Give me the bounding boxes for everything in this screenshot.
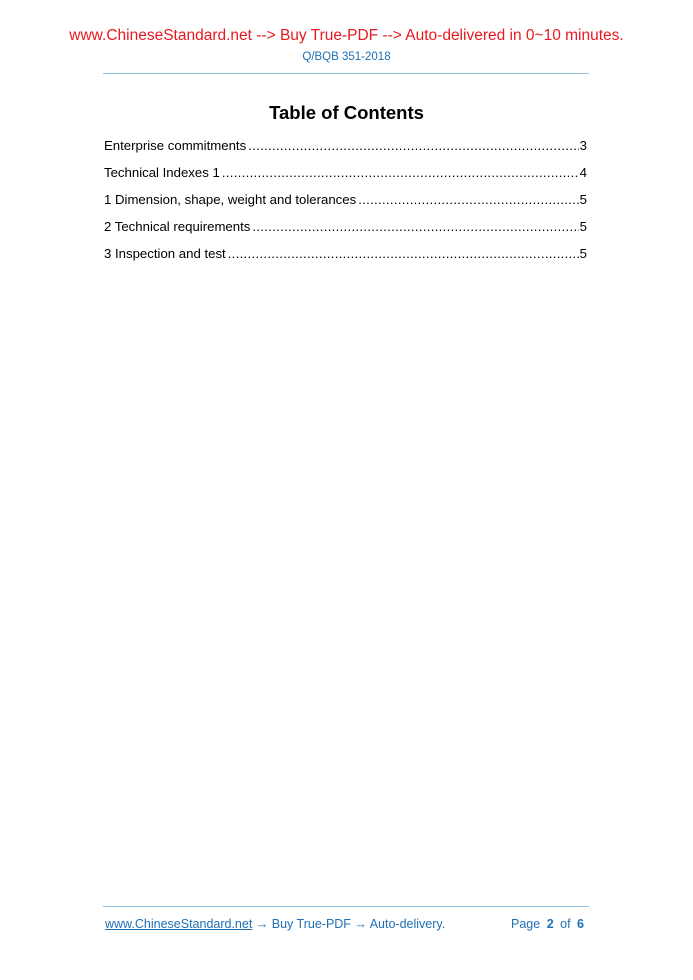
toc-dot-leader: [248, 136, 578, 156]
toc-dot-leader: [358, 190, 578, 210]
top-banner[interactable]: www.ChineseStandard.net --> Buy True-PDF --> Auto-delivered in 0~10 minutes.: [69, 27, 624, 44]
page-total: 6: [577, 917, 584, 931]
toc-entry-text: 1 Dimension, shape, weight and tolerances: [104, 192, 357, 207]
toc-entry-text: 3 Inspection and test: [104, 246, 226, 261]
toc-entry[interactable]: [104, 190, 587, 217]
header-divider: [103, 73, 589, 74]
toc-dot-leader: [228, 244, 579, 264]
toc-entry-page: 5: [579, 246, 587, 261]
toc-entry-page: 5: [579, 192, 587, 207]
toc-entry-page: 4: [579, 165, 587, 180]
document-code: Q/BQB 351-2018: [302, 51, 391, 63]
footer-tagline: → Buy True-PDF → Auto-delivery.: [252, 917, 446, 931]
toc-entry-text: 2 Technical requirements: [104, 219, 251, 234]
toc-entry[interactable]: [104, 136, 587, 163]
page-indicator: [511, 917, 587, 931]
toc-entry[interactable]: [104, 244, 587, 271]
toc-entry-page: 3: [579, 138, 587, 153]
footer-link[interactable]: www.ChineseStandard.net: [105, 917, 253, 931]
page-of: of: [560, 917, 571, 931]
toc-title: Table of Contents: [269, 102, 424, 123]
toc-dot-leader: [222, 163, 579, 183]
footer-divider: [103, 906, 589, 907]
page-label: Page: [511, 917, 541, 931]
toc-entry[interactable]: [104, 163, 587, 190]
page-current: 2: [546, 917, 554, 931]
toc-entry-page: 5: [579, 219, 587, 234]
footer: [105, 917, 587, 931]
toc-list: [104, 136, 587, 271]
toc-entry-text: Technical Indexes 1: [104, 165, 220, 180]
toc-dot-leader: [252, 217, 578, 237]
toc-entry[interactable]: [104, 217, 587, 244]
toc-entry-text: Enterprise commitments: [104, 138, 247, 153]
